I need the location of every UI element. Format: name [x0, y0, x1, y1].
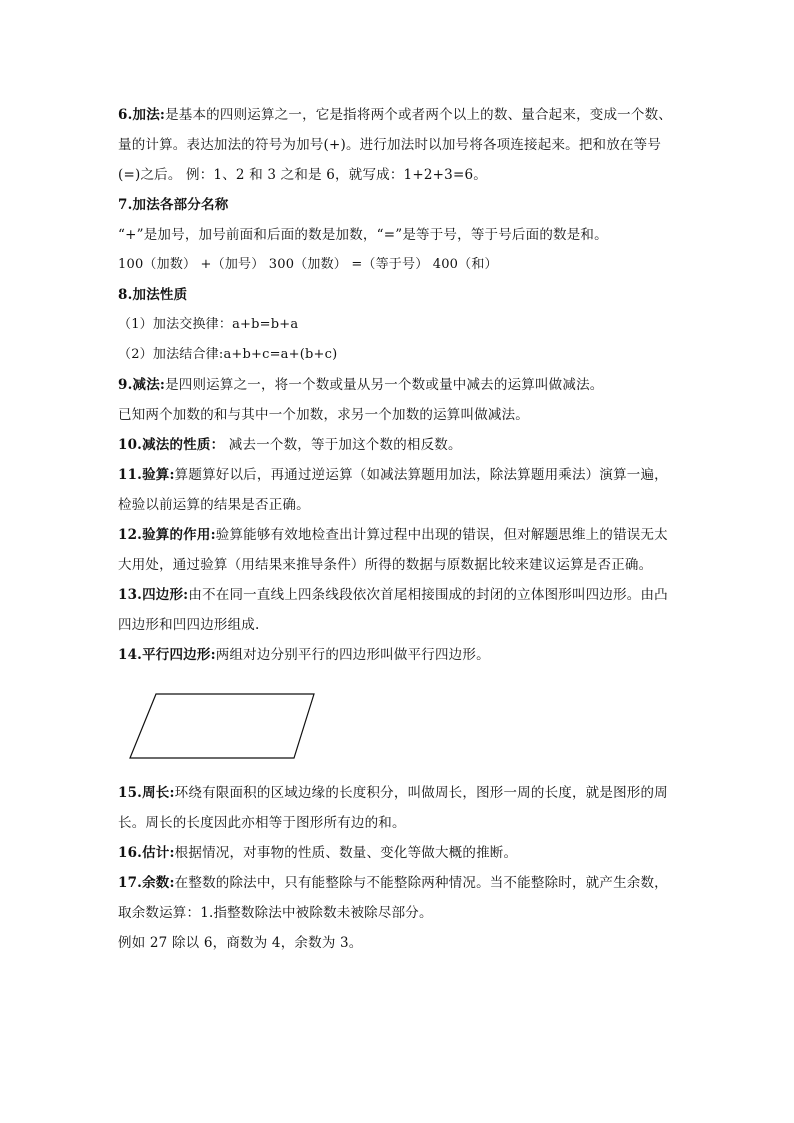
item-7-line-1: “+”是加号，加号前面和后面的数是加数，“=”是等于号，等于号后面的数是和。 [118, 227, 608, 243]
item-14-heading: 14.平行四边形: [118, 647, 216, 663]
item-6-heading: 6.加法: [118, 107, 166, 123]
item-11-text: 算题算好以后，再通过逆运算（如减法算题用加法，除法算题用乘法）演算一遍，检验以前运算的结果是否正确。 [118, 467, 668, 513]
item-10-text: 减去一个数，等于加这个数的相反数。 [224, 437, 462, 453]
item-16-heading: 16.估计: [118, 845, 175, 861]
item-17-heading: 17.余数: [118, 875, 175, 891]
item-15-heading: 15.周长: [118, 785, 175, 801]
item-6-text: 是基本的四则运算之一，它是指将两个或者两个以上的数、量合起来，变成一个数、量的计算。表达加法的符号为加号(+)。进行加法时以加号将各项连接起来。把和放在等号(=)之后。 例：1、2 和 3 之和是 6，就写成：1+2+3=6。 [118, 107, 672, 183]
item-15 [118, 778, 678, 838]
item-9 [118, 370, 678, 400]
item-15-text: 环绕有限面积的区域边缘的长度积分，叫做周长，图形一周的长度，就是图形的周长。周长的长度因此亦相等于图形所有边的和。 [118, 785, 668, 831]
item-10-heading: 10.减法的性质： [118, 437, 225, 453]
item-14 [118, 640, 678, 670]
item-8-line-2: （2）加法结合律:a+b+c=a+(b+c) [118, 347, 338, 362]
item-9-heading: 9.减法: [118, 377, 166, 393]
item-14-text: 两组对边分别平行的四边形叫做平行四边形。 [215, 647, 490, 663]
item-13-heading: 13.四边形: [118, 587, 189, 603]
item-16 [118, 838, 678, 868]
item-17 [118, 868, 678, 928]
item-12 [118, 520, 678, 580]
item-8-line-1: （1）加法交换律：a+b=b+a [118, 317, 299, 332]
item-12-heading: 12.验算的作用: [118, 527, 216, 543]
item-7-line-2: 100（加数） +（加号） 300（加数） =（等于号） 400（和） [118, 257, 498, 272]
item-17-line-2: 例如 27 除以 6，商数为 4，余数为 3。 [118, 935, 363, 951]
item-9-text: 是四则运算之一，将一个数或量从另一个数或量中减去的运算叫做减法。 [165, 377, 604, 393]
item-9-line-2: 已知两个加数的和与其中一个加数，求另一个加数的运算叫做减法。 [118, 407, 529, 423]
item-16-text: 根据情况，对事物的性质、数量、变化等做大概的推断。 [174, 845, 518, 861]
item-11-heading: 11.验算: [118, 467, 175, 483]
item-17-text: 在整数的除法中，只有能整除与不能整除两种情况。当不能整除时，就产生余数，取余数运算：1.指整数除法中被除数未被除尽部分。 [118, 875, 668, 921]
item-8-heading: 8.加法性质 [118, 287, 188, 303]
item-11 [118, 460, 678, 520]
item-12-text: 验算能够有效地检查出计算过程中出现的错误，但对解题思维上的错误无太大用处，通过验算（用结果来推导条件）所得的数据与原数据比较来建议运算是否正确。 [118, 527, 668, 573]
item-10 [118, 430, 678, 460]
item-13-text: 由不在同一直线上四条线段依次首尾相接围成的封闭的立体图形叫四边形。由凸四边形和凹四边形组成. [118, 587, 668, 633]
item-7-heading: 7.加法各部分名称 [118, 197, 229, 213]
parallelogram-figure [122, 692, 322, 764]
item-13 [118, 580, 678, 640]
parallelogram-shape [130, 694, 314, 758]
item-6 [118, 100, 678, 190]
document-body [118, 100, 678, 958]
